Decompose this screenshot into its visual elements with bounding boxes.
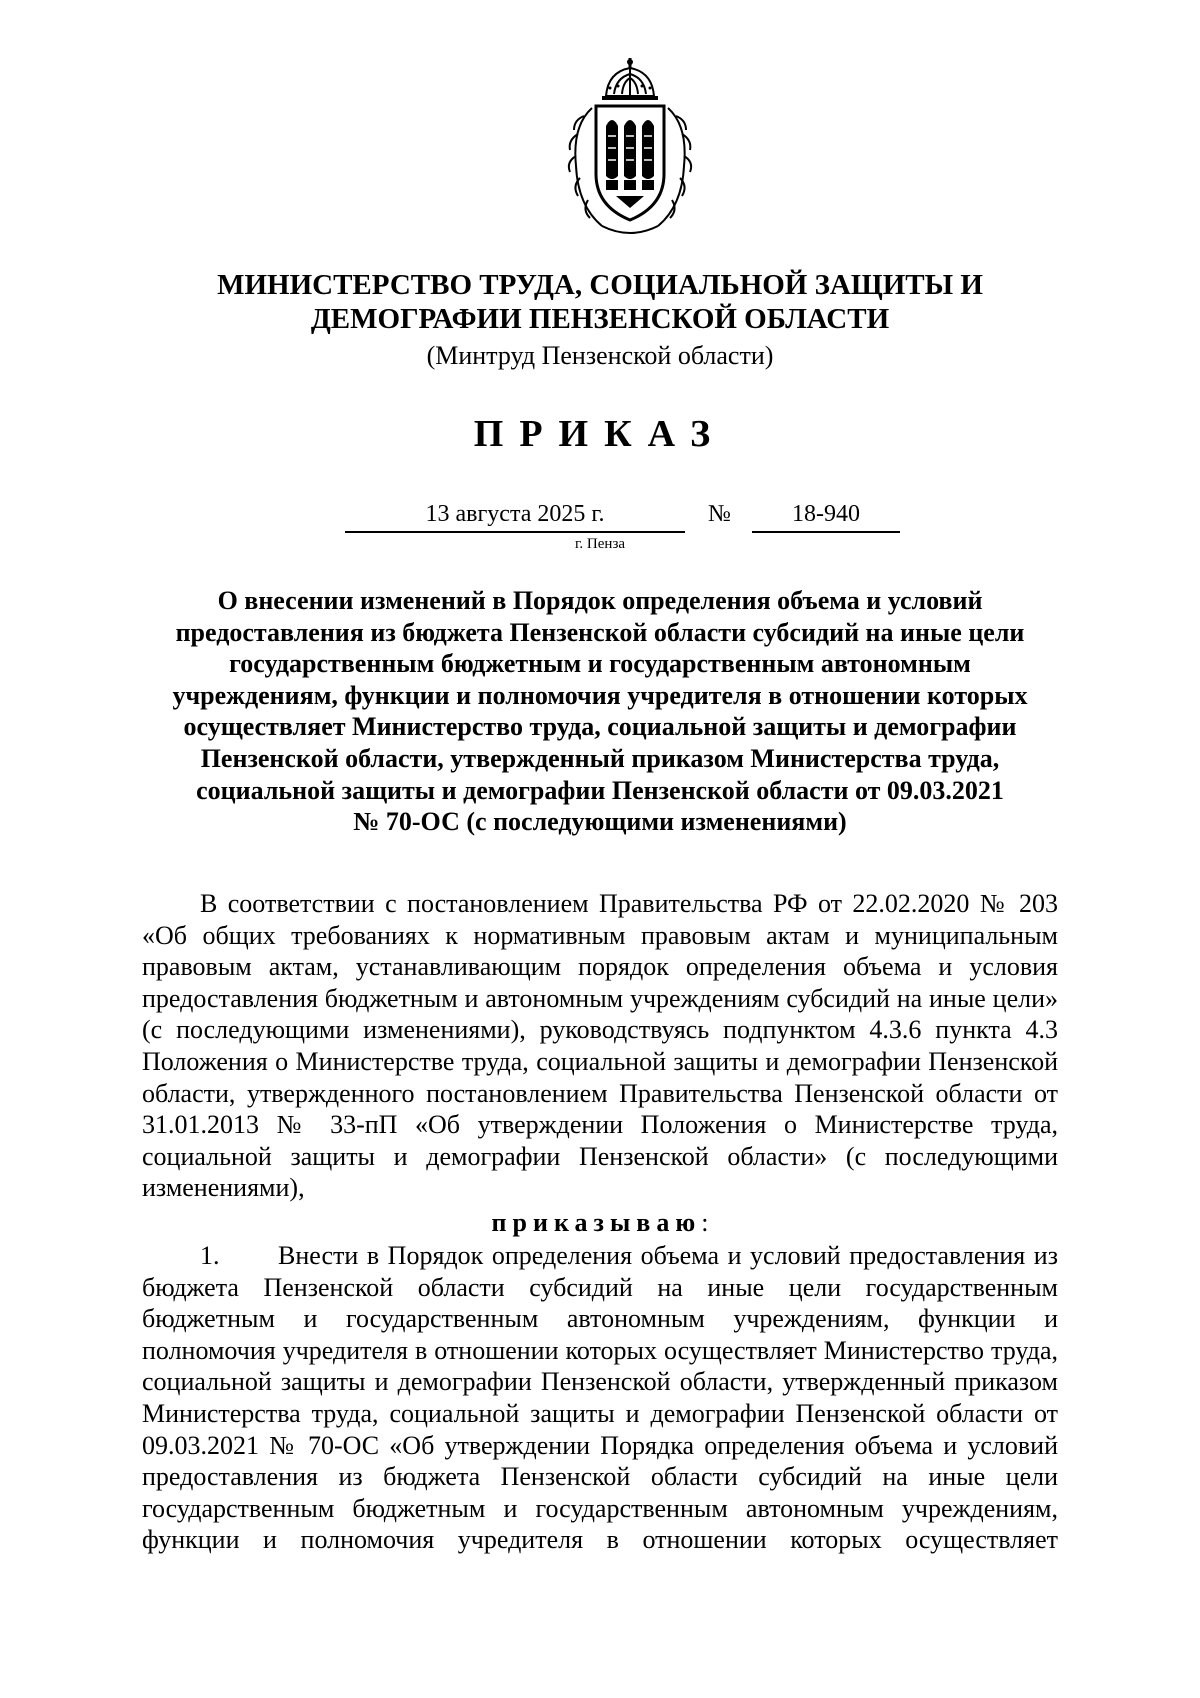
item-1-first-text: Внести в Порядок определения объема и условий предоставления из xyxy=(278,1241,1058,1270)
order-date: 13 августа 2025 г. xyxy=(345,499,685,533)
ministry-name-line1: МИНИСТЕРСТВО ТРУДА, СОЦИАЛЬНОЙ ЗАЩИТЫ И xyxy=(217,269,983,301)
decree-colon: : xyxy=(701,1208,709,1237)
preamble-line: Положения о Министерстве труда, социальной защиты и демографии Пензенской xyxy=(142,1046,1058,1076)
subject-line: О внесении изменений в Порядок определения объема и условий xyxy=(217,586,983,615)
item-1-line: бюджета Пензенской области субсидий на иные цели государственным xyxy=(142,1272,1058,1302)
preamble-line: 31.01.2013 № 33-пП «Об утверждении Положения о Министерстве труда, xyxy=(142,1110,1058,1140)
order-city: г. Пенза xyxy=(574,536,626,552)
item-1-line: государственным бюджетным и государственным автономным учреждениям, xyxy=(142,1493,1058,1523)
preamble-line: изменениями), xyxy=(142,1173,305,1203)
number-sign: № xyxy=(708,501,731,527)
ministry-short-name: (Минтруд Пензенской области) xyxy=(426,341,774,370)
ministry-name-line2: ДЕМОГРАФИИ ПЕНЗЕНСКОЙ ОБЛАСТИ xyxy=(310,303,890,335)
decree-line xyxy=(142,1207,1058,1239)
subject-line: № 70-ОС (с последующими изменениями) xyxy=(353,807,847,837)
item-1-line: бюджетным и государственным автономным учреждениям, функции и xyxy=(142,1304,1058,1334)
preamble-line: «Об общих требованиях к нормативным правовым актам и муниципальным xyxy=(142,920,1058,950)
order-number: 18-940 xyxy=(752,499,900,533)
preamble-line: В соответствии с постановлением Правительства РФ от 22.02.2020 № 203 xyxy=(200,889,1058,918)
item-1-line: социальной защиты и демографии Пензенской области, утвержденный приказом xyxy=(142,1367,1058,1397)
preamble-line: правовым актам, устанавливающим порядок определения объема и условия xyxy=(142,952,1058,982)
preamble xyxy=(142,888,1058,1204)
decree-word: приказываю xyxy=(491,1208,702,1237)
item-1-line: полномочия учредителя в отношении которых осуществляет Министерство труда, xyxy=(142,1335,1058,1365)
decree-word-container xyxy=(142,1207,1058,1239)
coat-of-arms-emblem xyxy=(562,56,698,242)
item-1-line: Министерства труда, социальной защиты и демографии Пензенской области от xyxy=(142,1398,1058,1428)
subject-line: социальной защиты и демографии Пензенской области от 09.03.2021 xyxy=(196,775,1004,805)
item-1-line: 09.03.2021 № 70-ОС «Об утверждении Порядка определения объема и условий xyxy=(142,1430,1058,1460)
preamble-line: социальной защиты и демографии Пензенской области» (с последующими xyxy=(142,1141,1058,1171)
item-1-line: функции и полномочия учредителя в отношении которых осуществляет xyxy=(142,1525,1058,1555)
subject-line: учреждениям, функции и полномочия учредителя в отношении которых xyxy=(172,680,1028,710)
subject-line: Пензенской области, утвержденный приказом Министерства труда, xyxy=(200,743,1000,773)
subject-line: государственным бюджетным и государственным автономным xyxy=(229,649,971,679)
item-1-number: 1. xyxy=(200,1241,220,1270)
preamble-line: области, утвержденного постановлением Правительства Пензенской области от xyxy=(142,1078,1058,1108)
item-1 xyxy=(142,1240,1058,1556)
preamble-line: предоставления бюджетным и автономным учреждениям субсидий на иные цели» xyxy=(142,983,1058,1013)
document-type-title: ПРИКАЗ xyxy=(473,413,727,455)
item-1-first-line xyxy=(142,1240,1058,1272)
subject-line: предоставления из бюджета Пензенской области субсидий на иные цели xyxy=(175,617,1025,647)
item-1-line: предоставления из бюджета Пензенской области субсидий на иные цели xyxy=(142,1462,1058,1492)
order-subject xyxy=(140,585,1060,838)
preamble-line: (с последующими изменениями), руководствуясь подпунктом 4.3.6 пункта 4.3 xyxy=(142,1015,1058,1045)
subject-line: осуществляет Министерство труда, социальной защиты и демографии xyxy=(183,712,1017,742)
